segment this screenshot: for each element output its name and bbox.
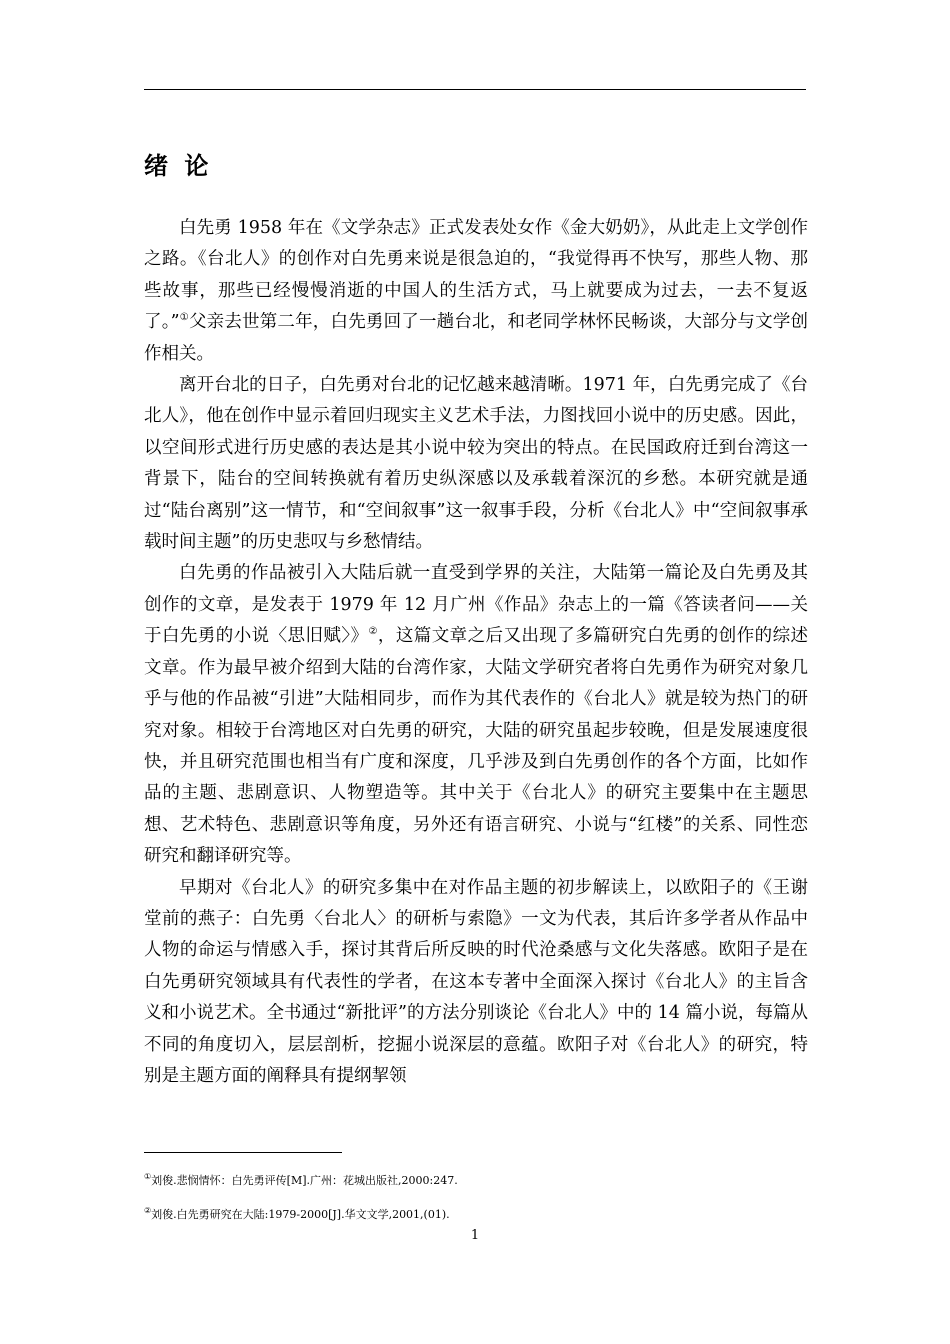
footnote-1 [144, 1173, 804, 1189]
paragraph-3 [144, 558, 808, 872]
footnote-2-text: 刘俊.白先勇研究在大陆:1979-2000[J].华文文学,2001,(01). [151, 1208, 450, 1221]
chapter-title: 绪 论 [144, 152, 213, 180]
page-number: 1 [470, 1228, 480, 1243]
footnote-mark-1: ① [144, 1172, 152, 1181]
paragraph-3-text: 白先勇的作品被引入大陆后就一直受到学界的关注，大陆第一篇论及白先勇及其创作的文章，是发表于 1979 年 12 月广州《作品》杂志上的一篇《答读者问——关于白先勇的小说〈思旧赋〉》 [144, 563, 808, 647]
body-text [144, 213, 808, 1092]
footnote-mark-2: ② [144, 1206, 152, 1215]
footnote-separator [144, 1152, 342, 1153]
paragraph-1 [144, 213, 808, 370]
paragraph-1-text-continued: 父亲去世第二年，白先勇回了一趟台北，和老同学林怀民畅谈，大部分与文学创作相关。 [144, 312, 809, 364]
paragraph-4: 早期对《台北人》的研究多集中在对作品主题的初步解读上，以欧阳子的《王谢堂前的燕子：白先勇〈台北人〉的研析与索隐》一文为代表，其后许多学者从作品中人物的命运与情感入手，探讨其背后所反映的时代沧桑感与文化失落感。欧阳子是在白先勇研究领域具有代表性的学者，在这本专著中全面深入探讨《台北人》的主旨含义和小说艺术。全书通过“新批评”的方法分别谈论《台北人》中的 14 篇小说，每篇从不同的角度切入，层层剖析，挖掘小说深层的意蕴。欧阳子对《台北人》的研究，特别是主题方面的阐释具有提纲挈领 [144, 877, 808, 1086]
paragraph-3-text-continued: ，这篇文章之后又出现了多篇研究白先勇的创作的综述文章。作为最早被介绍到大陆的台湾作家，大陆文学研究者将白先勇作为研究对象几乎与他的作品被“引进”大陆相同步，而作为其代表作的《台北人》就是较为热门的研究对象。相较于台湾地区对白先勇的研究，大陆的研究虽起步较晚，但是发展速度很快，并且研究范围也相当有广度和深度，几乎涉及到白先勇创作的各个方面，比如作品的主题、悲剧意识、人物塑造等。其中关于《台北人》的研究主要集中在主题思想、艺术特色、悲剧意识等角度，另外还有语言研究、小说与“红楼”的关系、同性恋研究和翻译研究等。 [144, 626, 809, 867]
footnote-1-text: 刘俊.悲悯情怀：白先勇评传[M].广州：花城出版社,2000:247. [151, 1174, 458, 1187]
footnote-ref-1[interactable]: ① [179, 312, 189, 324]
paragraph-2: 离开台北的日子，白先勇对台北的记忆越来越清晰。1971 年，白先勇完成了《台北人》，他在创作中显示着回归现实主义艺术手法，力图找回小说中的历史感。因此，以空间形式进行历史感的表达是其小说中较为突出的特点。在民国政府迁到台湾这一背景下，陆台的空间转换就有着历史纵深感以及承载着深沉的乡愁。本研究就是通过“陆台离别”这一情节，和“空间叙事”这一叙事手段，分析《台北人》中“空间叙事承载时间主题”的历史悲叹与乡愁情结。 [144, 375, 808, 553]
paragraph-1-text: 白先勇 1958 年在《文学杂志》正式发表处女作《金大奶奶》，从此走上文学创作之路。《台北人》的创作对白先勇来说是很急迫的，“我觉得再不快写，那些人物、那些故事，那些已经慢慢消逝的中国人的生活方式，马上就要成为过去，一去不复返了。” [144, 218, 808, 333]
footnote-2 [144, 1207, 804, 1223]
header-rule [144, 89, 806, 90]
footnote-ref-2[interactable]: ② [368, 626, 378, 638]
